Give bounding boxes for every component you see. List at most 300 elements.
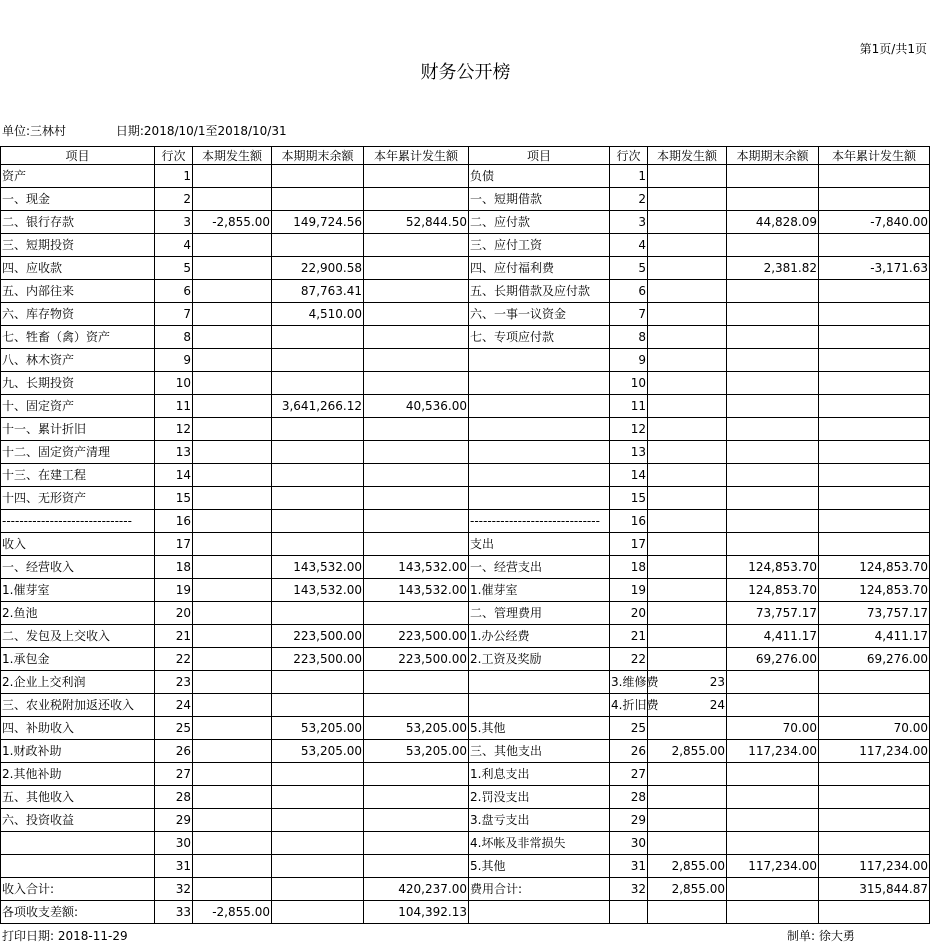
amount-cell: [364, 441, 469, 464]
amount-cell: 117,234.00: [727, 855, 819, 878]
amount-cell: 117,234.00: [819, 740, 930, 763]
item-cell: 一、经营支出: [469, 556, 610, 579]
item-cell: 1.催芽室: [1, 579, 155, 602]
amount-cell: [727, 280, 819, 303]
item-cell: 一、现金: [1, 188, 155, 211]
table-row: [1, 303, 930, 326]
line-no-cell: 32: [155, 878, 193, 901]
amount-cell: [727, 441, 819, 464]
table-row: [1, 878, 930, 901]
amount-cell: [364, 303, 469, 326]
table-row: [1, 602, 930, 625]
line-no-cell: 8: [155, 326, 193, 349]
line-no-cell: 11: [610, 395, 648, 418]
item-cell: 七、专项应付款: [469, 326, 610, 349]
amount-cell: [193, 510, 272, 533]
amount-cell: [364, 234, 469, 257]
amount-cell: 124,853.70: [727, 579, 819, 602]
amount-cell: [819, 280, 930, 303]
amount-cell: [364, 326, 469, 349]
amount-cell: [193, 579, 272, 602]
item-cell: 1.利息支出: [469, 763, 610, 786]
item-cell: [469, 441, 610, 464]
item-cell: 二、发包及上交收入: [1, 625, 155, 648]
item-cell: 资产: [1, 165, 155, 188]
item-cell: 二、银行存款: [1, 211, 155, 234]
table-row: [1, 809, 930, 832]
table-row: [1, 763, 930, 786]
amount-cell: 23: [648, 671, 727, 694]
table-row: [1, 326, 930, 349]
table-row: [1, 740, 930, 763]
line-no-cell: 20: [610, 602, 648, 625]
item-cell: ------------------------------: [469, 510, 610, 533]
amount-cell: [727, 188, 819, 211]
item-cell: 六、投资收益: [1, 809, 155, 832]
amount-cell: [364, 464, 469, 487]
amount-cell: -7,840.00: [819, 211, 930, 234]
item-cell: 五、内部往来: [1, 280, 155, 303]
line-no-cell: 9: [610, 349, 648, 372]
date-range-label: 日期:2018/10/1至2018/10/31: [115, 124, 287, 138]
item-cell: 二、管理费用: [469, 602, 610, 625]
amount-cell: 53,205.00: [364, 740, 469, 763]
amount-cell: [727, 372, 819, 395]
report-meta: [2, 122, 287, 139]
item-cell: [469, 487, 610, 510]
amount-cell: [193, 418, 272, 441]
line-no-cell: 16: [155, 510, 193, 533]
amount-cell: [272, 533, 364, 556]
amount-cell: 143,532.00: [364, 579, 469, 602]
item-cell: 收入: [1, 533, 155, 556]
amount-cell: [193, 786, 272, 809]
amount-cell: [819, 671, 930, 694]
table-row: [1, 832, 930, 855]
table-row: [1, 510, 930, 533]
amount-cell: [648, 602, 727, 625]
amount-cell: [272, 510, 364, 533]
table-row: [1, 464, 930, 487]
line-no-cell: 3: [610, 211, 648, 234]
amount-cell: [193, 648, 272, 671]
amount-cell: [364, 487, 469, 510]
amount-cell: [193, 671, 272, 694]
amount-cell: [272, 763, 364, 786]
line-no-cell: [610, 901, 648, 924]
line-no-cell: 4: [610, 234, 648, 257]
amount-cell: [727, 418, 819, 441]
line-no-cell: 6: [610, 280, 648, 303]
line-no-cell: 26: [610, 740, 648, 763]
table-header-row: [1, 147, 930, 165]
item-cell: [469, 349, 610, 372]
item-cell: 三、其他支出: [469, 740, 610, 763]
amount-cell: [272, 188, 364, 211]
amount-cell: [648, 211, 727, 234]
amount-cell: [193, 487, 272, 510]
amount-cell: 4,510.00: [272, 303, 364, 326]
amount-cell: [648, 556, 727, 579]
line-no-cell: 24: [155, 694, 193, 717]
amount-cell: 2,855.00: [648, 740, 727, 763]
amount-cell: 143,532.00: [364, 556, 469, 579]
item-cell: 5.其他: [469, 855, 610, 878]
amount-cell: 3,641,266.12: [272, 395, 364, 418]
amount-cell: [648, 533, 727, 556]
amount-cell: [727, 165, 819, 188]
item-cell: 六、一事一议资金: [469, 303, 610, 326]
amount-cell: [272, 464, 364, 487]
amount-cell: [819, 234, 930, 257]
line-no-cell: 12: [610, 418, 648, 441]
table-row: [1, 579, 930, 602]
header-cell: 本年累计发生额: [364, 147, 469, 165]
amount-cell: [819, 326, 930, 349]
line-no-cell: 25: [155, 717, 193, 740]
amount-cell: [727, 763, 819, 786]
amount-cell: [648, 372, 727, 395]
amount-cell: 73,757.17: [819, 602, 930, 625]
item-cell: [469, 464, 610, 487]
amount-cell: [272, 372, 364, 395]
amount-cell: [272, 901, 364, 924]
amount-cell: [364, 809, 469, 832]
item-cell: 四、应收款: [1, 257, 155, 280]
amount-cell: [727, 901, 819, 924]
amount-cell: [648, 234, 727, 257]
amount-cell: [272, 234, 364, 257]
amount-cell: [193, 441, 272, 464]
table-row: [1, 234, 930, 257]
amount-cell: 73,757.17: [727, 602, 819, 625]
line-no-cell: 9: [155, 349, 193, 372]
header-cell: 项目: [1, 147, 155, 165]
amount-cell: [272, 671, 364, 694]
amount-cell: [272, 487, 364, 510]
amount-cell: [193, 395, 272, 418]
item-cell: 九、长期投资: [1, 372, 155, 395]
item-cell: 三、农业税附加返还收入: [1, 694, 155, 717]
amount-cell: [364, 694, 469, 717]
item-cell: 三、短期投资: [1, 234, 155, 257]
amount-cell: [364, 602, 469, 625]
line-no-cell: 18: [610, 556, 648, 579]
amount-cell: [193, 349, 272, 372]
amount-cell: [648, 832, 727, 855]
amount-cell: [193, 257, 272, 280]
table-row: [1, 257, 930, 280]
amount-cell: [819, 303, 930, 326]
line-no-cell: 15: [610, 487, 648, 510]
amount-cell: 223,500.00: [364, 625, 469, 648]
amount-cell: [364, 349, 469, 372]
line-no-cell: 13: [155, 441, 193, 464]
amount-cell: [272, 694, 364, 717]
amount-cell: [364, 533, 469, 556]
table-row: [1, 188, 930, 211]
amount-cell: 70.00: [727, 717, 819, 740]
amount-cell: [819, 372, 930, 395]
line-no-cell: 3.维修费: [610, 671, 648, 694]
amount-cell: [819, 901, 930, 924]
amount-cell: [648, 763, 727, 786]
item-cell: 一、经营收入: [1, 556, 155, 579]
amount-cell: [648, 510, 727, 533]
amount-cell: [364, 165, 469, 188]
amount-cell: [727, 395, 819, 418]
amount-cell: 22,900.58: [272, 257, 364, 280]
amount-cell: 117,234.00: [819, 855, 930, 878]
item-cell: 七、牲畜（禽）资产: [1, 326, 155, 349]
header-cell: 本期期末余额: [727, 147, 819, 165]
line-no-cell: 25: [610, 717, 648, 740]
amount-cell: [364, 372, 469, 395]
item-cell: 1.催芽室: [469, 579, 610, 602]
amount-cell: 70.00: [819, 717, 930, 740]
amount-cell: [727, 533, 819, 556]
amount-cell: [727, 487, 819, 510]
item-cell: 1.财政补助: [1, 740, 155, 763]
item-cell: 十三、在建工程: [1, 464, 155, 487]
table-row: [1, 717, 930, 740]
header-cell: 项目: [469, 147, 610, 165]
amount-cell: [193, 372, 272, 395]
item-cell: [469, 694, 610, 717]
table-row: [1, 372, 930, 395]
amount-cell: [727, 671, 819, 694]
amount-cell: 124,853.70: [819, 556, 930, 579]
amount-cell: [364, 855, 469, 878]
item-cell: 4.坏帐及非常损失: [469, 832, 610, 855]
header-cell: 行次: [610, 147, 648, 165]
amount-cell: [272, 326, 364, 349]
amount-cell: [364, 763, 469, 786]
amount-cell: [648, 188, 727, 211]
table-row: [1, 855, 930, 878]
line-no-cell: 15: [155, 487, 193, 510]
amount-cell: 124,853.70: [819, 579, 930, 602]
amount-cell: 223,500.00: [364, 648, 469, 671]
amount-cell: [819, 418, 930, 441]
amount-cell: 69,276.00: [727, 648, 819, 671]
amount-cell: [193, 832, 272, 855]
line-no-cell: 29: [155, 809, 193, 832]
amount-cell: [193, 188, 272, 211]
amount-cell: [819, 533, 930, 556]
table-row: [1, 418, 930, 441]
amount-cell: [648, 648, 727, 671]
line-no-cell: 3: [155, 211, 193, 234]
amount-cell: [727, 878, 819, 901]
amount-cell: [364, 280, 469, 303]
item-cell: 一、短期借款: [469, 188, 610, 211]
item-cell: 十、固定资产: [1, 395, 155, 418]
table-row: [1, 487, 930, 510]
table-row: [1, 671, 930, 694]
amount-cell: [819, 395, 930, 418]
amount-cell: [648, 625, 727, 648]
item-cell: [469, 395, 610, 418]
table-body: [1, 165, 930, 924]
item-cell: 2.工资及奖励: [469, 648, 610, 671]
amount-cell: [193, 809, 272, 832]
table-row: [1, 211, 930, 234]
item-cell: 收入合计:: [1, 878, 155, 901]
item-cell: 5.其他: [469, 717, 610, 740]
amount-cell: [364, 188, 469, 211]
amount-cell: [648, 441, 727, 464]
amount-cell: 149,724.56: [272, 211, 364, 234]
line-no-cell: 19: [610, 579, 648, 602]
table-row: [1, 441, 930, 464]
table-row: [1, 533, 930, 556]
amount-cell: 4,411.17: [819, 625, 930, 648]
item-cell: 五、其他收入: [1, 786, 155, 809]
line-no-cell: 1: [610, 165, 648, 188]
line-no-cell: 21: [610, 625, 648, 648]
amount-cell: [727, 326, 819, 349]
amount-cell: [727, 832, 819, 855]
amount-cell: [727, 349, 819, 372]
amount-cell: 223,500.00: [272, 625, 364, 648]
item-cell: 2.其他补助: [1, 763, 155, 786]
line-no-cell: 2: [610, 188, 648, 211]
amount-cell: 53,205.00: [364, 717, 469, 740]
line-no-cell: 13: [610, 441, 648, 464]
item-cell: 2.企业上交利润: [1, 671, 155, 694]
amount-cell: 117,234.00: [727, 740, 819, 763]
amount-cell: [272, 418, 364, 441]
amount-cell: 2,855.00: [648, 855, 727, 878]
amount-cell: -2,855.00: [193, 901, 272, 924]
amount-cell: 124,853.70: [727, 556, 819, 579]
item-cell: [469, 671, 610, 694]
amount-cell: [727, 234, 819, 257]
amount-cell: 44,828.09: [727, 211, 819, 234]
amount-cell: [819, 763, 930, 786]
item-cell: 3.盘亏支出: [469, 809, 610, 832]
line-no-cell: 33: [155, 901, 193, 924]
line-no-cell: 17: [155, 533, 193, 556]
amount-cell: [819, 786, 930, 809]
amount-cell: 53,205.00: [272, 717, 364, 740]
table-row: [1, 694, 930, 717]
amount-cell: [364, 510, 469, 533]
item-cell: 八、林木资产: [1, 349, 155, 372]
line-no-cell: 29: [610, 809, 648, 832]
amount-cell: [272, 878, 364, 901]
amount-cell: [727, 510, 819, 533]
amount-cell: [648, 901, 727, 924]
amount-cell: -2,855.00: [193, 211, 272, 234]
amount-cell: [193, 855, 272, 878]
amount-cell: [364, 786, 469, 809]
header-cell: 本年累计发生额: [819, 147, 930, 165]
line-no-cell: 8: [610, 326, 648, 349]
line-no-cell: 11: [155, 395, 193, 418]
line-no-cell: 21: [155, 625, 193, 648]
line-no-cell: 7: [155, 303, 193, 326]
amount-cell: [727, 786, 819, 809]
amount-cell: [272, 855, 364, 878]
item-cell: 1.承包金: [1, 648, 155, 671]
amount-cell: [819, 487, 930, 510]
amount-cell: [727, 303, 819, 326]
financial-disclosure-table: [0, 146, 930, 924]
table-row: [1, 901, 930, 924]
line-no-cell: 4.折旧费: [610, 694, 648, 717]
amount-cell: [193, 740, 272, 763]
amount-cell: 420,237.00: [364, 878, 469, 901]
item-cell: 十二、固定资产清理: [1, 441, 155, 464]
amount-cell: [648, 303, 727, 326]
amount-cell: [819, 809, 930, 832]
amount-cell: [648, 418, 727, 441]
line-no-cell: 31: [155, 855, 193, 878]
line-no-cell: 14: [610, 464, 648, 487]
item-cell: [469, 372, 610, 395]
line-no-cell: 28: [610, 786, 648, 809]
table-row: [1, 165, 930, 188]
unit-label: 单位:三林村: [2, 124, 67, 138]
amount-cell: [648, 809, 727, 832]
line-no-cell: 12: [155, 418, 193, 441]
item-cell: 各项收支差额:: [1, 901, 155, 924]
print-date: 打印日期: 2018-11-29: [2, 929, 128, 943]
amount-cell: [364, 671, 469, 694]
amount-cell: -3,171.63: [819, 257, 930, 280]
item-cell: 四、补助收入: [1, 717, 155, 740]
amount-cell: 87,763.41: [272, 280, 364, 303]
item-cell: 六、库存物资: [1, 303, 155, 326]
line-no-cell: 26: [155, 740, 193, 763]
line-no-cell: 20: [155, 602, 193, 625]
item-cell: 2.鱼池: [1, 602, 155, 625]
item-cell: 四、应付福利费: [469, 257, 610, 280]
amount-cell: 2,381.82: [727, 257, 819, 280]
amount-cell: [819, 165, 930, 188]
amount-cell: 69,276.00: [819, 648, 930, 671]
amount-cell: [364, 832, 469, 855]
amount-cell: [727, 464, 819, 487]
header-cell: 行次: [155, 147, 193, 165]
amount-cell: [193, 234, 272, 257]
amount-cell: [819, 694, 930, 717]
amount-cell: [193, 717, 272, 740]
amount-cell: [648, 326, 727, 349]
amount-cell: [819, 464, 930, 487]
amount-cell: [193, 763, 272, 786]
amount-cell: [193, 280, 272, 303]
header-cell: 本期发生额: [648, 147, 727, 165]
amount-cell: [727, 809, 819, 832]
line-no-cell: 31: [610, 855, 648, 878]
amount-cell: [648, 579, 727, 602]
table-row: [1, 395, 930, 418]
amount-cell: [819, 441, 930, 464]
line-no-cell: 22: [610, 648, 648, 671]
amount-cell: [272, 165, 364, 188]
amount-cell: [819, 349, 930, 372]
item-cell: [1, 832, 155, 855]
amount-cell: 104,392.13: [364, 901, 469, 924]
amount-cell: [193, 303, 272, 326]
header-cell: 本期发生额: [193, 147, 272, 165]
amount-cell: [272, 441, 364, 464]
amount-cell: [193, 533, 272, 556]
amount-cell: [272, 809, 364, 832]
